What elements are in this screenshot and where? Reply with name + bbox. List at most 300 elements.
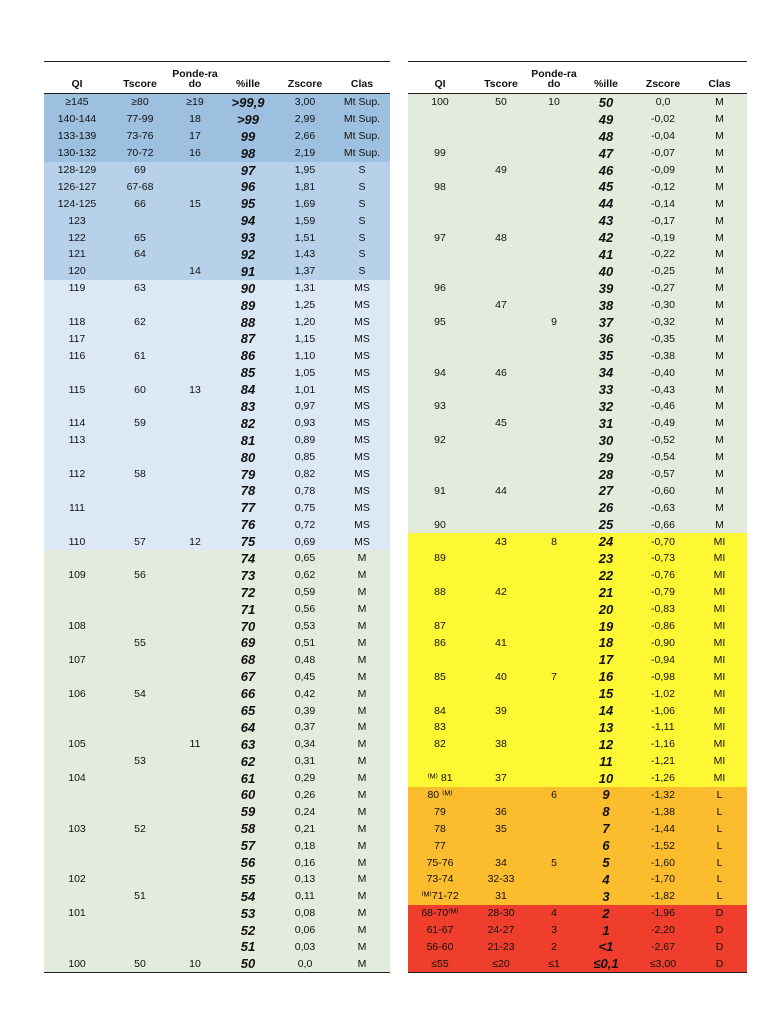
table-row <box>408 837 747 854</box>
clas-cell: M <box>334 955 390 972</box>
table-row <box>44 820 390 837</box>
tscore-cell <box>110 939 170 956</box>
tscore-cell: 70-72 <box>110 145 170 162</box>
left-norm-table <box>44 61 390 973</box>
clas-cell: M <box>334 651 390 668</box>
tscore-cell: 40 <box>472 668 530 685</box>
ponderado-cell <box>170 432 220 449</box>
percentile-cell: 85 <box>220 364 276 381</box>
table-row <box>44 888 390 905</box>
tscore-cell <box>110 736 170 753</box>
qi-cell: 104 <box>44 770 110 787</box>
qi-cell <box>44 398 110 415</box>
qi-cell: 120 <box>44 263 110 280</box>
zscore-cell: -0,19 <box>634 229 692 246</box>
tscore-cell: 38 <box>472 736 530 753</box>
ponderado-cell <box>170 803 220 820</box>
percentile-cell: 67 <box>220 668 276 685</box>
tscore-cell <box>110 330 170 347</box>
zscore-cell: -2,67 <box>634 939 692 956</box>
ponderado-cell <box>170 871 220 888</box>
tscore-cell <box>110 871 170 888</box>
clas-cell: M <box>692 466 747 483</box>
qi-cell: 130-132 <box>44 145 110 162</box>
qi-cell <box>408 195 472 212</box>
zscore-cell: -1,96 <box>634 905 692 922</box>
qi-cell: 94 <box>408 364 472 381</box>
qi-cell: ≤55 <box>408 955 472 972</box>
tscore-cell: 66 <box>110 195 170 212</box>
clas-cell: L <box>692 787 747 804</box>
percentile-cell: 3 <box>578 888 634 905</box>
percentile-cell: 39 <box>578 280 634 297</box>
ponderado-cell: 10 <box>530 94 578 111</box>
table-row <box>408 516 747 533</box>
ponderado-cell <box>530 297 578 314</box>
qi-cell: 117 <box>44 330 110 347</box>
ponderado-cell <box>530 837 578 854</box>
clas-cell: M <box>692 212 747 229</box>
table-row <box>44 584 390 601</box>
zscore-cell: 0,53 <box>276 618 334 635</box>
tscore-cell <box>110 668 170 685</box>
zscore-cell: 0,56 <box>276 601 334 618</box>
tscore-cell <box>110 803 170 820</box>
percentile-cell: 77 <box>220 499 276 516</box>
table-row <box>44 195 390 212</box>
percentile-cell: 2 <box>578 905 634 922</box>
ponderado-cell: 18 <box>170 111 220 128</box>
qi-cell <box>408 753 472 770</box>
percentile-cell: 36 <box>578 330 634 347</box>
zscore-cell: -0,17 <box>634 212 692 229</box>
ponderado-cell <box>530 618 578 635</box>
tscore-cell <box>110 297 170 314</box>
ponderado-cell <box>170 466 220 483</box>
ponderado-cell: 12 <box>170 533 220 550</box>
zscore-cell: -1,32 <box>634 787 692 804</box>
zscore-cell: -0,54 <box>634 449 692 466</box>
table-row <box>408 229 747 246</box>
qi-cell <box>408 297 472 314</box>
clas-cell: M <box>334 837 390 854</box>
percentile-cell: 27 <box>578 482 634 499</box>
ponderado-cell <box>530 145 578 162</box>
table-row <box>408 618 747 635</box>
qi-cell <box>44 888 110 905</box>
ponderado-cell <box>170 178 220 195</box>
table-row <box>44 787 390 804</box>
clas-cell: M <box>334 888 390 905</box>
qi-cell <box>44 668 110 685</box>
zscore-cell: 0,59 <box>276 584 334 601</box>
clas-cell: S <box>334 212 390 229</box>
table-row <box>408 939 747 956</box>
table-row <box>44 330 390 347</box>
qi-cell: 79 <box>408 803 472 820</box>
tscore-cell <box>472 145 530 162</box>
table-row <box>408 770 747 787</box>
clas-cell: S <box>334 195 390 212</box>
tscore-cell <box>472 550 530 567</box>
zscore-cell: -0,66 <box>634 516 692 533</box>
clas-cell: M <box>334 719 390 736</box>
qi-cell <box>44 601 110 618</box>
clas-cell: D <box>692 939 747 956</box>
ponderado-cell <box>170 753 220 770</box>
zscore-cell: -0,79 <box>634 584 692 601</box>
qi-cell <box>44 516 110 533</box>
tscore-cell: ≤20 <box>472 955 530 972</box>
table-row <box>408 94 747 111</box>
clas-cell: M <box>334 922 390 939</box>
tscore-cell: 32-33 <box>472 871 530 888</box>
table-row <box>44 922 390 939</box>
qi-cell: 61-67 <box>408 922 472 939</box>
tscore-cell <box>472 516 530 533</box>
percentile-cell: 66 <box>220 685 276 702</box>
ponderado-cell: 3 <box>530 922 578 939</box>
tscore-cell <box>472 837 530 854</box>
tscore-cell <box>110 499 170 516</box>
zscore-cell: ≤3,00 <box>634 955 692 972</box>
qi-cell: 89 <box>408 550 472 567</box>
percentile-cell: 63 <box>220 736 276 753</box>
table-row <box>408 736 747 753</box>
clas-cell: MS <box>334 364 390 381</box>
tscore-cell <box>110 787 170 804</box>
qi-cell <box>408 449 472 466</box>
col-header-ponderado: Ponde-rado <box>170 62 220 94</box>
clas-cell: M <box>692 162 747 179</box>
clas-cell: M <box>692 347 747 364</box>
zscore-cell: -0,12 <box>634 178 692 195</box>
clas-cell: MI <box>692 601 747 618</box>
table-row <box>408 162 747 179</box>
table-row <box>44 753 390 770</box>
ponderado-cell <box>170 280 220 297</box>
tscore-cell: 49 <box>472 162 530 179</box>
table-row <box>408 466 747 483</box>
percentile-cell: >99 <box>220 111 276 128</box>
zscore-cell: -0,14 <box>634 195 692 212</box>
ponderado-cell <box>530 246 578 263</box>
table-row <box>408 550 747 567</box>
tscore-cell <box>472 466 530 483</box>
clas-cell: M <box>692 229 747 246</box>
table-row <box>44 178 390 195</box>
zscore-cell: -0,22 <box>634 246 692 263</box>
table-row <box>44 162 390 179</box>
ponderado-cell <box>530 803 578 820</box>
table-row <box>408 145 747 162</box>
clas-cell: MS <box>334 449 390 466</box>
percentile-cell: >99,9 <box>220 94 276 111</box>
table-row <box>44 347 390 364</box>
clas-cell: M <box>692 516 747 533</box>
table-row <box>408 263 747 280</box>
ponderado-cell <box>170 922 220 939</box>
table-row <box>44 533 390 550</box>
table-row <box>408 398 747 415</box>
clas-cell: M <box>692 381 747 398</box>
clas-cell: S <box>334 178 390 195</box>
clas-cell: M <box>334 584 390 601</box>
qi-cell <box>44 584 110 601</box>
clas-cell: M <box>692 432 747 449</box>
qi-cell: 101 <box>44 905 110 922</box>
tscore-cell: 58 <box>110 466 170 483</box>
clas-cell: L <box>692 871 747 888</box>
table-row <box>408 702 747 719</box>
tscore-cell <box>472 347 530 364</box>
zscore-cell: 1,25 <box>276 297 334 314</box>
qi-cell: 119 <box>44 280 110 297</box>
tscore-cell: 51 <box>110 888 170 905</box>
table-row <box>408 482 747 499</box>
ponderado-cell <box>530 347 578 364</box>
clas-cell: M <box>692 398 747 415</box>
qi-cell <box>44 854 110 871</box>
tscore-cell <box>110 651 170 668</box>
tscore-cell: 55 <box>110 635 170 652</box>
clas-cell: MI <box>692 550 747 567</box>
percentile-cell: 11 <box>578 753 634 770</box>
tscore-cell: 69 <box>110 162 170 179</box>
tscore-cell <box>472 685 530 702</box>
zscore-cell: -0,04 <box>634 128 692 145</box>
ponderado-cell: 17 <box>170 128 220 145</box>
zscore-cell: -0,07 <box>634 145 692 162</box>
table-row <box>44 314 390 331</box>
ponderado-cell <box>530 499 578 516</box>
ponderado-cell <box>530 702 578 719</box>
clas-cell: M <box>334 854 390 871</box>
qi-cell: 80 ⁽ᴹ⁾ <box>408 787 472 804</box>
percentile-cell: 41 <box>578 246 634 263</box>
zscore-cell: 0,42 <box>276 685 334 702</box>
ponderado-cell: 8 <box>530 533 578 550</box>
left-table-body <box>44 94 390 973</box>
tscore-cell <box>472 499 530 516</box>
zscore-cell: -0,98 <box>634 668 692 685</box>
zscore-cell: -1,38 <box>634 803 692 820</box>
qi-cell <box>44 939 110 956</box>
percentile-cell: 96 <box>220 178 276 195</box>
zscore-cell: -2,20 <box>634 922 692 939</box>
table-row <box>44 449 390 466</box>
clas-cell: S <box>334 162 390 179</box>
zscore-cell: -0,02 <box>634 111 692 128</box>
tscore-cell <box>472 601 530 618</box>
percentile-cell: 81 <box>220 432 276 449</box>
qi-cell: 77 <box>408 837 472 854</box>
clas-cell: S <box>334 246 390 263</box>
tscore-cell <box>110 854 170 871</box>
tscore-cell: 57 <box>110 533 170 550</box>
table-row <box>408 803 747 820</box>
zscore-cell: 1,51 <box>276 229 334 246</box>
qi-cell <box>44 297 110 314</box>
table-row <box>44 499 390 516</box>
ponderado-cell <box>530 567 578 584</box>
percentile-cell: 69 <box>220 635 276 652</box>
qi-cell: 75-76 <box>408 854 472 871</box>
clas-cell: Mt Sup. <box>334 111 390 128</box>
zscore-cell: -1,11 <box>634 719 692 736</box>
clas-cell: M <box>692 482 747 499</box>
col-header-tscore: Tscore <box>472 62 530 94</box>
clas-cell: MS <box>334 347 390 364</box>
qi-cell: 108 <box>44 618 110 635</box>
percentile-cell: 52 <box>220 922 276 939</box>
table-row <box>44 381 390 398</box>
col-header-qi: QI <box>408 62 472 94</box>
zscore-cell: -0,38 <box>634 347 692 364</box>
zscore-cell: 0,06 <box>276 922 334 939</box>
percentile-cell: 45 <box>578 178 634 195</box>
percentile-cell: 61 <box>220 770 276 787</box>
ponderado-cell <box>170 314 220 331</box>
tscore-cell <box>472 449 530 466</box>
ponderado-cell <box>530 415 578 432</box>
clas-cell: M <box>692 263 747 280</box>
col-header-zscore: Zscore <box>634 62 692 94</box>
ponderado-cell <box>530 381 578 398</box>
col-header-clas: Clas <box>334 62 390 94</box>
zscore-cell: 0,62 <box>276 567 334 584</box>
percentile-cell: 13 <box>578 719 634 736</box>
table-row <box>44 905 390 922</box>
zscore-cell: -1,44 <box>634 820 692 837</box>
qi-cell <box>44 837 110 854</box>
tscore-cell: 34 <box>472 854 530 871</box>
tscore-cell <box>472 719 530 736</box>
percentile-cell: 16 <box>578 668 634 685</box>
ponderado-cell <box>170 702 220 719</box>
clas-cell: S <box>334 263 390 280</box>
zscore-cell: 1,20 <box>276 314 334 331</box>
zscore-cell: 0,0 <box>276 955 334 972</box>
tscore-cell <box>110 398 170 415</box>
zscore-cell: 0,34 <box>276 736 334 753</box>
ponderado-cell <box>170 601 220 618</box>
table-row <box>44 516 390 533</box>
ponderado-cell <box>170 905 220 922</box>
qi-cell: 128-129 <box>44 162 110 179</box>
ponderado-cell <box>530 550 578 567</box>
zscore-cell: 1,69 <box>276 195 334 212</box>
tscore-cell <box>472 381 530 398</box>
ponderado-cell <box>530 212 578 229</box>
table-row <box>408 955 747 972</box>
ponderado-cell <box>530 330 578 347</box>
table-row <box>408 415 747 432</box>
ponderado-cell <box>170 685 220 702</box>
percentile-cell: 5 <box>578 854 634 871</box>
tscore-cell <box>110 601 170 618</box>
tscore-cell: 53 <box>110 753 170 770</box>
clas-cell: L <box>692 803 747 820</box>
tscore-cell <box>110 516 170 533</box>
ponderado-cell: 14 <box>170 263 220 280</box>
clas-cell: M <box>692 297 747 314</box>
tscore-cell <box>110 702 170 719</box>
ponderado-cell <box>170 297 220 314</box>
ponderado-cell <box>170 584 220 601</box>
tscore-cell <box>472 618 530 635</box>
clas-cell: MS <box>334 297 390 314</box>
percentile-cell: 31 <box>578 415 634 432</box>
clas-cell: M <box>334 939 390 956</box>
clas-cell: MI <box>692 584 747 601</box>
percentile-cell: 23 <box>578 550 634 567</box>
percentile-cell: 4 <box>578 871 634 888</box>
clas-cell: MI <box>692 770 747 787</box>
table-row <box>408 888 747 905</box>
percentile-cell: 73 <box>220 567 276 584</box>
qi-cell: 110 <box>44 533 110 550</box>
zscore-cell: -1,06 <box>634 702 692 719</box>
ponderado-cell <box>530 584 578 601</box>
ponderado-cell: 4 <box>530 905 578 922</box>
zscore-cell: -1,26 <box>634 770 692 787</box>
tscore-cell: 65 <box>110 229 170 246</box>
zscore-cell: 0,26 <box>276 787 334 804</box>
table-row <box>408 651 747 668</box>
clas-cell: M <box>692 415 747 432</box>
ponderado-cell <box>170 618 220 635</box>
clas-cell: MI <box>692 736 747 753</box>
clas-cell: MI <box>692 719 747 736</box>
percentile-cell: 60 <box>220 787 276 804</box>
table-row <box>44 803 390 820</box>
clas-cell: D <box>692 955 747 972</box>
percentile-cell: 42 <box>578 229 634 246</box>
qi-cell: 87 <box>408 618 472 635</box>
percentile-cell: 54 <box>220 888 276 905</box>
table-row <box>44 398 390 415</box>
percentile-cell: 43 <box>578 212 634 229</box>
tscore-cell: 31 <box>472 888 530 905</box>
right-norm-table <box>408 61 747 973</box>
zscore-cell: 1,05 <box>276 364 334 381</box>
qi-cell: 99 <box>408 145 472 162</box>
tscore-cell <box>110 905 170 922</box>
qi-cell: 98 <box>408 178 472 195</box>
clas-cell: MS <box>334 330 390 347</box>
percentile-cell: 14 <box>578 702 634 719</box>
ponderado-cell <box>170 229 220 246</box>
ponderado-cell <box>530 466 578 483</box>
qi-cell <box>44 364 110 381</box>
zscore-cell: -0,25 <box>634 263 692 280</box>
percentile-cell: 49 <box>578 111 634 128</box>
ponderado-cell <box>530 178 578 195</box>
clas-cell: M <box>334 820 390 837</box>
percentile-cell: 29 <box>578 449 634 466</box>
table-row <box>44 668 390 685</box>
ponderado-cell <box>530 736 578 753</box>
ponderado-cell: 6 <box>530 787 578 804</box>
percentile-cell: 93 <box>220 229 276 246</box>
qi-cell: 105 <box>44 736 110 753</box>
table-row <box>44 145 390 162</box>
ponderado-cell <box>170 550 220 567</box>
zscore-cell: -0,94 <box>634 651 692 668</box>
tscore-cell: 24-27 <box>472 922 530 939</box>
percentile-cell: 46 <box>578 162 634 179</box>
